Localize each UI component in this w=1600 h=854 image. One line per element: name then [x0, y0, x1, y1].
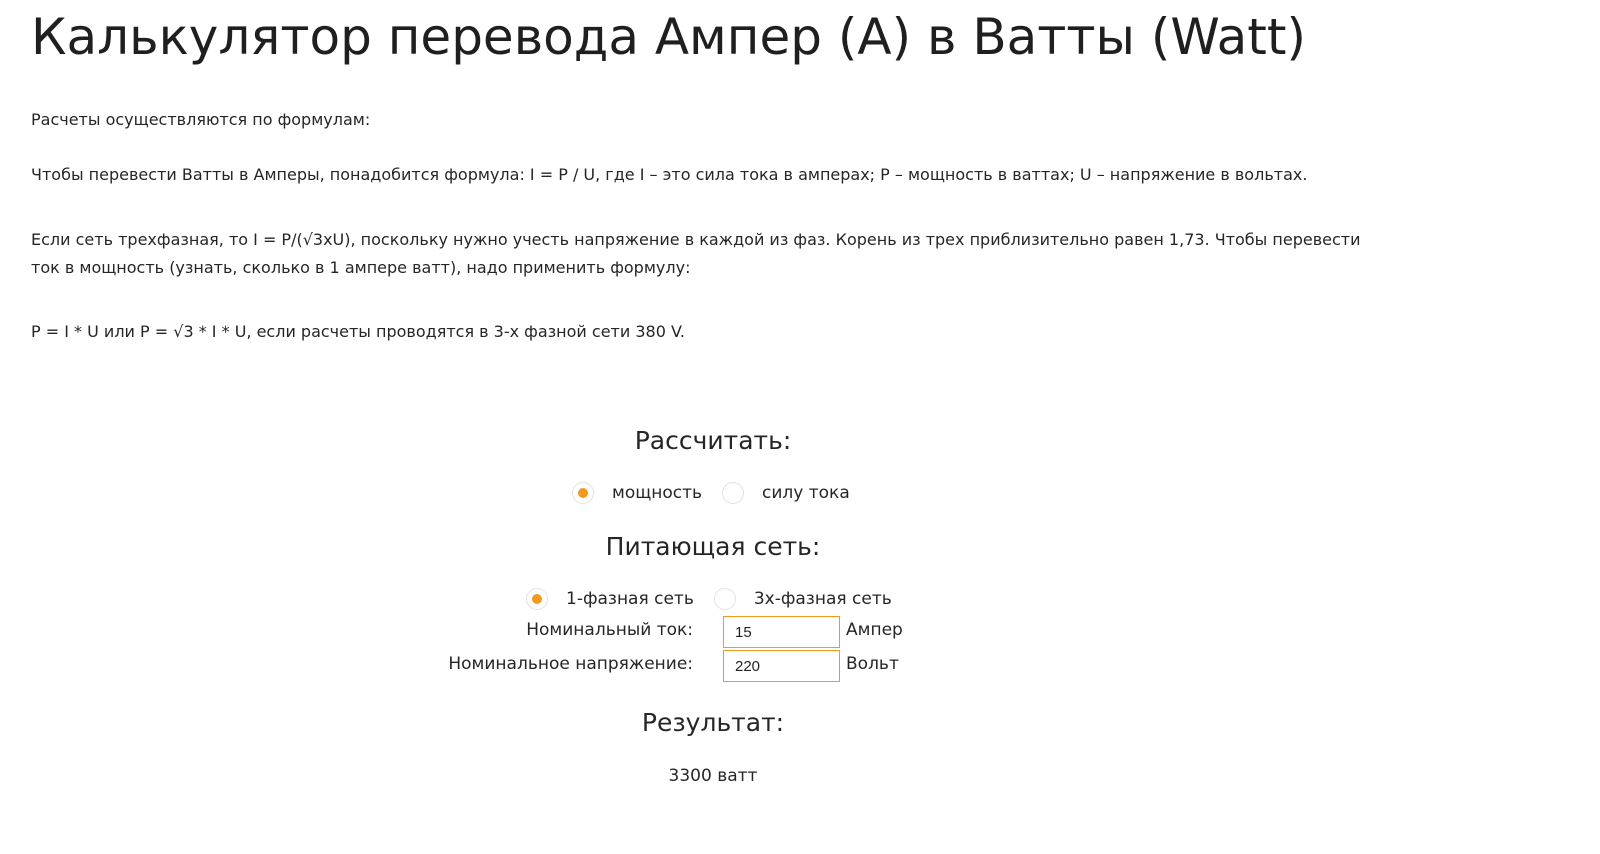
result-value: 3300 ватт: [668, 766, 758, 786]
current-input[interactable]: [723, 616, 840, 648]
formula-paragraph-2: Если сеть трехфазная, то I = P/(√3xU), поскольку нужно учесть напряжение в каждой из фаз. Корень из трех приблизительно равен 1,73. Чтобы перевести ток в мощность (узнать, сколько в 1 ампере ватт), надо применить формулу:: [31, 230, 1361, 277]
radio-unchecked-icon[interactable]: [722, 482, 744, 504]
formula-paragraph-1: Чтобы перевести Ватты в Амперы, понадобится формула: I = P / U, где I – это сила тока в амперах; P – мощность в ваттах; U – напряжение в вольтах.: [31, 165, 1308, 184]
radio-unchecked-icon[interactable]: [714, 588, 736, 610]
radio-option-power[interactable]: [572, 482, 702, 504]
radio-label-current: силу тока: [762, 483, 850, 503]
current-unit: Ампер: [846, 620, 903, 640]
voltage-input[interactable]: [723, 650, 840, 682]
radio-option-current[interactable]: [722, 482, 850, 504]
calculate-heading: Рассчитать:: [634, 426, 792, 455]
network-radio-group: [526, 588, 892, 610]
calculate-radio-group: [572, 482, 850, 504]
radio-checked-icon[interactable]: [526, 588, 548, 610]
intro-text: Расчеты осуществляются по формулам:: [31, 110, 371, 129]
voltage-unit: Вольт: [846, 654, 899, 674]
current-label: Номинальный ток:: [526, 620, 693, 640]
formula-paragraph-3: P = I * U или P = √3 * I * U, если расчеты проводятся в 3-х фазной сети 380 V.: [31, 322, 685, 341]
radio-label-power: мощность: [612, 483, 703, 503]
radio-label-three-phase: 3х-фазная сеть: [753, 589, 892, 609]
result-heading: Результат:: [641, 708, 785, 737]
radio-option-three-phase[interactable]: [714, 588, 892, 610]
page-title: Калькулятор перевода Ампер (A) в Ватты (Watt): [31, 8, 1306, 66]
radio-checked-icon[interactable]: [572, 482, 594, 504]
radio-option-single-phase[interactable]: [526, 588, 694, 610]
network-heading: Питающая сеть:: [605, 532, 821, 561]
voltage-label: Номинальное напряжение:: [448, 654, 693, 674]
radio-label-single-phase: 1-фазная сеть: [566, 589, 694, 609]
